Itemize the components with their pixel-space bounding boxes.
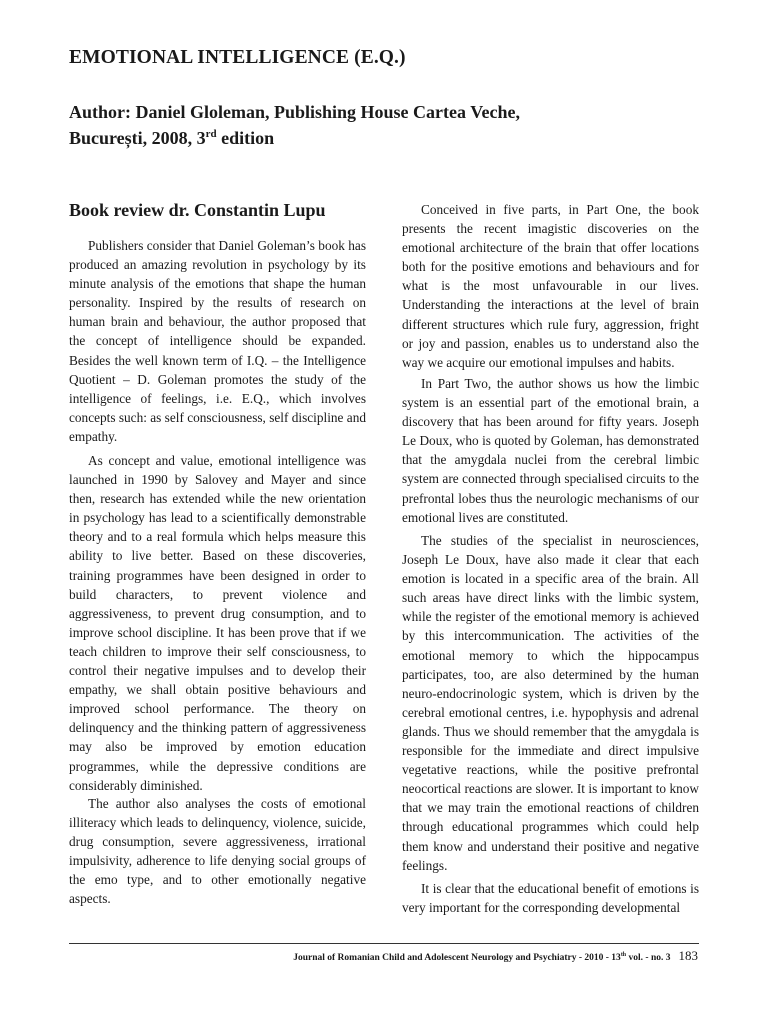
review-heading: Book review dr. Constantin Lupu [69, 200, 326, 220]
left-paragraph-2: As concept and value, emotional intelligence was launched in 1990 by Salovey and Mayer and since then, research has extended while the new orientation in psychology has lead to a scientifically demonstrable theory and to a real formula which helps measure this ability to live better. Based on these discoveries, training programmes have been designed in order to build characters, to prevent violence and aggressiveness, to prevent drug consumption, and to improve school discipline. It has been prove that if we teach children to improve their self consciousness, to control their negative impulses and to develop their empathy, we shall obtain positive behaviours and improved school performance. The theory on delinquency and the thinking pattern of aggressiveness may also be improved by emotion education programmes, while the depressive conditions are considerably diminished. [69, 453, 366, 793]
left-paragraph-3: The author also analyses the costs of emotional illiteracy which leads to delinquency, violence, suicide, drug consumption, severe aggressiveness, irrational impulsivity, adherence to life denying social groups of the emo type, and to other emotionally negative aspects. [69, 796, 366, 907]
left-paragraph-1: Publishers consider that Daniel Goleman’s book has produced an amazing revolution in psychology by its minute analysis of the emotions that shape the human personality. Inspired by the results of research on human brain and behaviour, the author proposed that the concept of intelligence should be expanded. Besides the well known term of I.Q. – the Intelligence Quotient – D. Goleman promotes the study of the intelligence of feelings, i.e. E.Q., which involves concepts such: as self consciousness, self discipline and empathy. [69, 238, 366, 444]
footer-divider [69, 943, 699, 944]
right-paragraph-3: The studies of the specialist in neurosciences, Joseph Le Doux, have also made it clear that each emotion is located in a specific area of the brain. All such areas have direct links with the limbic system, while the register of the emotional memory is achieved by this intercommunication. The activities of the emotional memory to which the hippocampus participates, too, are also determined by the human neuro-endocrinologic system, which is driven by the cerebral emotional centres, i.e. hypophysis and adrenal glands. Thus we should remember that the amygdala is responsible for the immediate and direct impulsive vegetative reactions, while the positive prefrontal neocortical reactions are slower. It is important to know that we may train the emotional reactions of children through educational programmes which could help them know and understand their positive and negative feelings. [402, 533, 699, 873]
author-line-2 [69, 125, 520, 151]
journal-volume: vol. - no. 3 [626, 953, 671, 963]
author-info [69, 99, 520, 151]
right-paragraph-1: Conceived in five parts, in Part One, the book presents the recent imagistic discoveries on the emotional architecture of the brain that offer locations both for the positive emotions and behaviours and for what is the most unfavourable in our lives. Understanding the interactions at the level of brain different structures which rule fury, aggression, fright or joy and passion, enables us to understand also the way we acquire our emotional impulses and habits. [402, 202, 699, 370]
page-footer [293, 948, 698, 964]
article-title: EMOTIONAL INTELLIGENCE (E.Q.) [69, 47, 406, 68]
author-place-year: București, 2008, 3 [69, 128, 206, 148]
journal-name: Journal of Romanian Child and Adolescent Neurology and Psychiatry - 2010 - 13 [293, 953, 621, 963]
right-paragraph-4: It is clear that the educational benefit of emotions is very important for the corresponding developmental [402, 881, 699, 916]
edition-label: edition [216, 128, 275, 148]
page-number: 183 [678, 948, 698, 963]
volume-superscript: th [620, 952, 627, 958]
right-paragraph-2: In Part Two, the author shows us how the limbic system is an essential part of the emotional brain, a discovery that has been around for fifty years. Joseph Le Doux, who is quoted by Goleman, has demonstrated that the amygdala nuclei from the cerebral limbic system are connected through specialised circuits to the prefrontal lobes thus the neurologic mechanisms of our emotional lives are constituted. [402, 376, 699, 525]
edition-superscript: rd [205, 128, 217, 140]
author-line-1: Author: Daniel Gloleman, Publishing House Cartea Veche, [69, 102, 521, 122]
